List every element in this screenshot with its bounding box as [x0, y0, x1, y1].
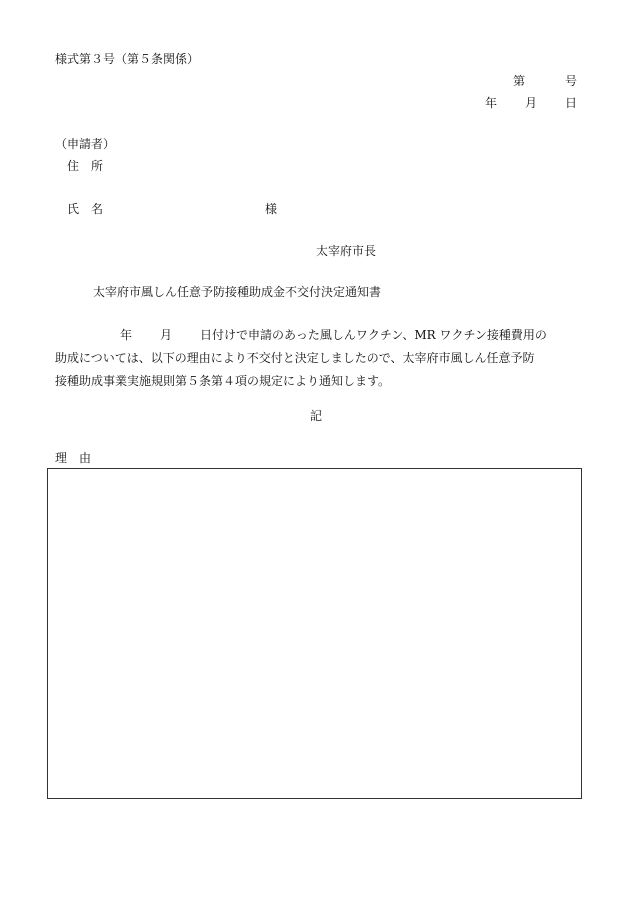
notice-body — [55, 324, 579, 393]
document-number-prefix: 第 — [512, 74, 525, 88]
issue-date-month: 月 — [524, 96, 537, 110]
applicant-honorific: 様 — [265, 202, 278, 216]
document-number-suffix: 号 — [564, 74, 577, 88]
document-number — [513, 75, 577, 87]
notice-body-line-3: 接種助成事業実施規則第５条第４項の規定により通知します。 — [55, 374, 391, 388]
notice-body-line-2: 助成については、以下の理由により不交付と決定しましたので、太宰府市風しん任意予防 — [55, 351, 535, 365]
notice-month: 月 — [160, 328, 173, 342]
issuer-name: 太宰府市長 — [316, 244, 377, 258]
reason-text — [48, 469, 581, 485]
ki-marker: 記 — [310, 409, 323, 423]
applicant-label: （申請者） — [55, 137, 116, 151]
notice-year: 年 — [120, 328, 133, 342]
applicant-name-label: 氏 名 — [67, 202, 104, 216]
reason-label: 理 由 — [55, 451, 92, 465]
issue-date-year: 年 — [484, 96, 497, 110]
issue-date-day: 日 — [564, 96, 577, 110]
applicant-address-label: 住 所 — [67, 159, 104, 173]
document-title: 太宰府市風しん任意予防接種助成金不交付決定通知書 — [93, 285, 382, 299]
notice-body-line-1 — [55, 324, 579, 347]
issue-date — [485, 97, 577, 109]
reason-box — [47, 468, 582, 799]
form-number: 様式第３号（第５条関係） — [55, 52, 200, 66]
notice-body-line-1-text: 日付けで申請のあった風しんワクチン、MR ワクチン接種費用の — [200, 328, 547, 342]
